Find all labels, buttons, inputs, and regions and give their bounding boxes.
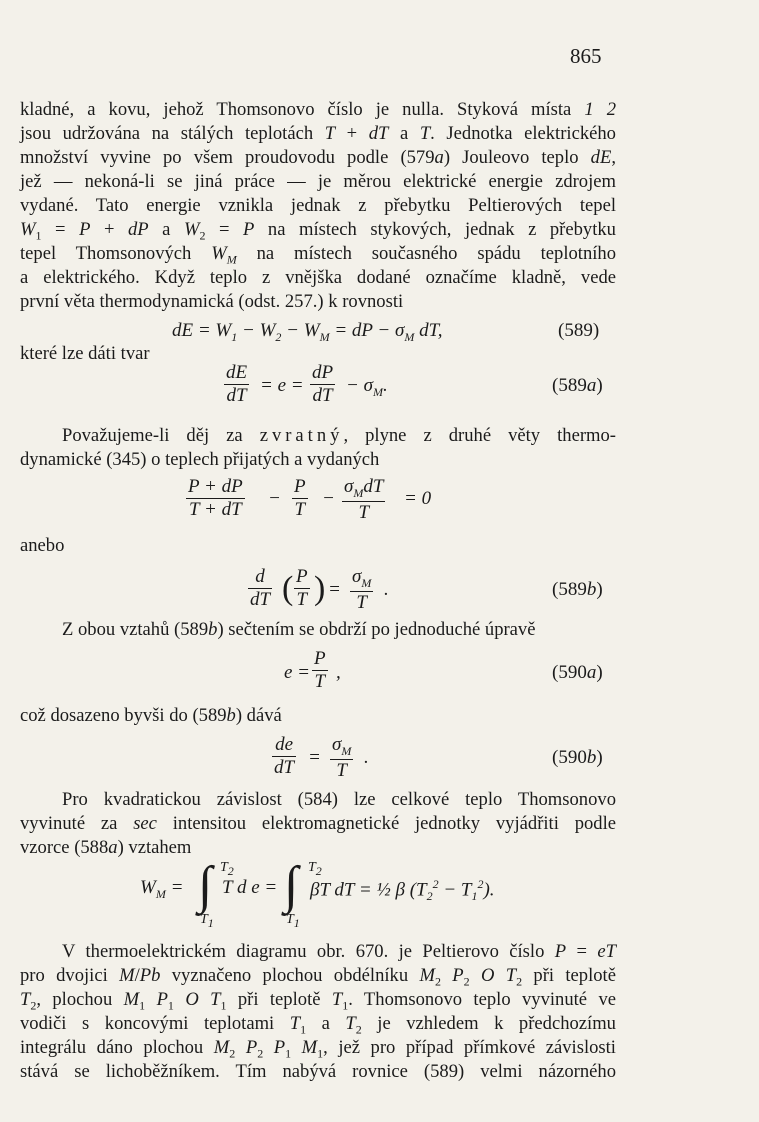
fraction: $\frac{P}{T}$ xyxy=(314,648,326,692)
math-symbol: − xyxy=(322,488,335,509)
text-line: jež — nekoná-li se jiná práce — je měrou elektrické energie zdrojem xyxy=(20,171,616,192)
text-line: a elektrického. Když teplo z vnějška dodané označíme kladně, vede xyxy=(20,267,616,288)
text-line: vydané. Tato energie vznikla jednak z přebytku Peltierových tepel xyxy=(20,195,616,216)
fraction: $\sigma_MdT$ T xyxy=(344,476,384,523)
text-line: stává se lichoběžníkem. Tím nabývá rovnice (589) velmi názorného xyxy=(20,1061,616,1082)
fraction: $\frac{dE}{dT}$ xyxy=(226,362,248,406)
fraction: $\frac{P + dP}{T + dT}$ xyxy=(188,476,243,520)
integral-upper-limit: $T_2$ xyxy=(308,860,322,878)
text-line: anebo xyxy=(20,535,65,556)
text-line: pro dvojici M/Pb vyznačeno plochou obdélníku $M_2$ $P_2$ O $T_2$ při teplotě xyxy=(20,965,616,989)
math-symbol: βT dT = ½ β $(T_2^2 - T_1^2)$. xyxy=(310,877,495,904)
math-symbol: − xyxy=(268,488,281,509)
fraction: $\frac{\sigma_M}{T}$ xyxy=(352,566,372,613)
text-line: tepel Thomsonových $W_M$ na místech současného spádu teplotního xyxy=(20,243,617,267)
equation-label: (590b) xyxy=(552,747,603,768)
fraction: $\frac{P}{T}$ xyxy=(296,566,308,610)
fraction: $\frac{dP}{dT}$ xyxy=(312,362,334,406)
text-line: integrálu dáno plochou $M_2$ $P_2$ $P_1$ $M_1$, jež pro případ přímkové závislosti xyxy=(20,1037,616,1061)
text-line: vodiči s koncovými teplotami $T_1$ a $T_2$ je vzhledem k předchozímu xyxy=(20,1013,616,1037)
text-line: množství vyvine po všem proudovodu podle (579a) Jouleovo teplo dE, xyxy=(20,147,616,168)
text-line: což dosazeno byvši do (589b) dává xyxy=(20,705,282,726)
math-symbol: , xyxy=(336,662,341,683)
math-symbol: ) xyxy=(314,570,326,607)
fraction: $\frac{d}{dT}$ xyxy=(250,566,271,610)
text-line: V thermoelektrickém diagramu obr. 670. je Peltierovo číslo P = eT xyxy=(62,941,616,962)
text-line: jsou udržována na stálých teplotách T + dT a T. Jednotka elektrického xyxy=(20,123,616,144)
equation-label: (590a) xyxy=(552,662,603,683)
math-symbol: = e = xyxy=(260,375,304,396)
text-line: které lze dáti tvar xyxy=(20,343,150,364)
math-symbol: e = xyxy=(284,662,311,683)
fraction: $\frac{\sigma_M}{T}$ xyxy=(332,734,352,781)
text-line: první věta thermodynamická (odst. 257.) k rovnosti xyxy=(20,291,404,312)
math-symbol: = 0 xyxy=(404,488,432,509)
integral-sign: ∫ xyxy=(198,857,213,914)
math-symbol: = xyxy=(308,747,321,768)
text-line: dynamické (345) o teplech přijatých a vydaných xyxy=(20,449,380,470)
math-symbol: T d e = xyxy=(222,877,278,898)
text-line: Pro kvadratickou závislost (584) lze celkové teplo Thomsonovo xyxy=(62,789,616,810)
text-line: Považujeme-li děj za zvratný, plyne z druhé věty thermo- xyxy=(62,425,616,446)
integral-sign: ∫ xyxy=(284,857,299,914)
math-symbol: $W_M$ = xyxy=(140,877,184,901)
equation-label: (589a) xyxy=(552,375,603,396)
equation-label: (589b) xyxy=(552,579,603,600)
page-number: 865 xyxy=(570,44,602,68)
text-line: $T_2$, plochou $M_1$ $P_1$ O $T_1$ při teplotě $T_1$. Thomsonovo teplo vyvinuté ve xyxy=(20,989,616,1013)
integral-lower-limit: $T_1$ xyxy=(200,912,214,930)
text-line: vyvinuté za sec intensitou elektromagnetické jednotky vyjádřiti podle xyxy=(20,813,616,834)
text-line: Z obou vztahů (589b) sečtením se obdrží po jednoduché úpravě xyxy=(62,619,536,640)
math-symbol: − $\sigma_M$. xyxy=(346,375,388,399)
math-symbol: = xyxy=(328,579,341,600)
fraction: $\frac{de}{dT}$ xyxy=(274,734,295,778)
text-line: kladné, a kovu, jehož Thomsonovo číslo je nulla. Styková místa 1 2 xyxy=(20,99,616,120)
math-symbol: ( xyxy=(282,570,294,607)
text-line: $W_1 = P$ + dP a $W_2 = P$ na místech stykových, jednak z přebytku xyxy=(20,219,616,243)
integral-lower-limit: $T_1$ xyxy=(286,912,300,930)
math-symbol: . xyxy=(364,747,369,768)
equation-589: dE = $W_1 - W_2 - W_M$ = dP − $\sigma_M$ dT, xyxy=(172,320,443,344)
fraction: $\frac{P}{T}$ xyxy=(294,476,306,520)
math-symbol: . xyxy=(384,579,389,600)
integral-upper-limit: $T_2$ xyxy=(220,860,234,878)
equation-label: (589) xyxy=(558,320,600,341)
text-line: vzorce (588a) vztahem xyxy=(20,837,192,858)
